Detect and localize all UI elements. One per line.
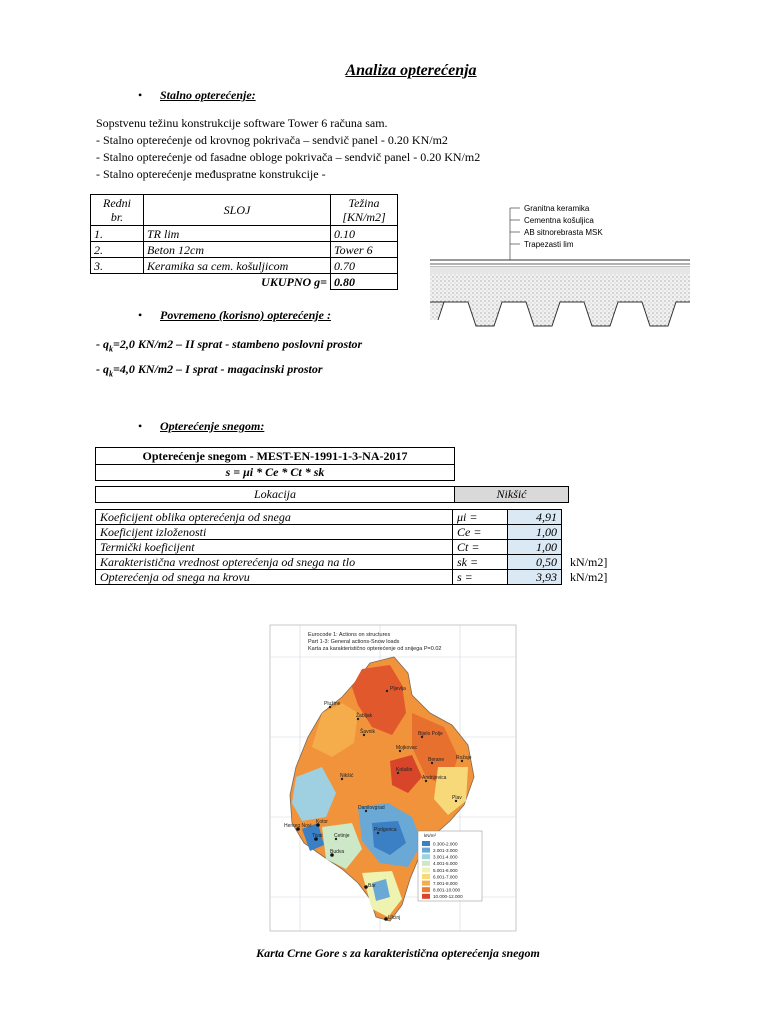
coef-value: 0,50 (508, 555, 562, 570)
legend-swatch (422, 841, 430, 846)
live-load-heading: Povremeno (korisno) opterećenje : (160, 308, 331, 322)
coef-symbol: Ce = (453, 525, 508, 540)
cell-weight: Tower 6 (331, 242, 398, 258)
total-value: 0.80 (331, 274, 398, 290)
legend-label: 10.000-12.000 (433, 894, 463, 900)
snow-table-header (95, 447, 455, 481)
legend-label: 0.300-2.000 (433, 841, 458, 847)
snow-table-title: Opterećenje snegom - MEST-EN-1991-1-3-NA-2017 (96, 448, 454, 465)
header-weight-line2: [KN/m2] (342, 210, 386, 224)
cell-layer: Beton 12cm (144, 242, 331, 258)
bullet-dot: • (138, 419, 143, 433)
map-city-label: Tivat (312, 833, 323, 839)
legend-swatch (422, 881, 430, 886)
coef-unit (562, 510, 612, 525)
total-label: UKUPNO g= (261, 274, 327, 289)
cell-no: 2. (91, 242, 144, 258)
diagram-label: Trapezasti lim (524, 240, 574, 249)
header-no (91, 195, 144, 226)
coef-value: 1,00 (508, 525, 562, 540)
live-load-line: - $q_k=4,0$ KN/m2 – I sprat - magacinski prostor (96, 362, 323, 379)
cell-no: 1. (91, 226, 144, 242)
map-city-label: Kotor (316, 819, 328, 825)
legend-label: 5.001-6.000 (433, 867, 458, 873)
legend-swatch (422, 854, 430, 859)
coef-symbol: Ct = (453, 540, 508, 555)
map-legend (418, 831, 482, 901)
map-city-label: Danilovgrad (358, 805, 385, 811)
map-header-line: Part 1-3: General actions-Snow loads (308, 639, 400, 645)
diagram-label: Cementna košuljica (524, 216, 594, 225)
coef-name: Koeficijent oblika opterećenja od snega (96, 510, 453, 525)
legend-swatch (422, 867, 430, 872)
coef-value: 1,00 (508, 540, 562, 555)
text-line: - Stalno opterećenje od krovnog pokrivača – sendvič panel - 0.20 KN/m2 (96, 133, 448, 147)
text-line: Sopstvenu težinu konstrukcije software Tower 6 računa sam. (96, 116, 388, 130)
legend-label: 8.001-10.000 (433, 887, 461, 893)
map-city-label: Ulcinj (388, 915, 401, 921)
legend-swatch (422, 894, 430, 899)
legend-label: 2.001-3.000 (433, 848, 458, 853)
table-row (96, 540, 612, 555)
diagram-label: Granitna keramika (524, 204, 590, 213)
q-subscript: k (109, 369, 113, 379)
location-label: Lokacija (96, 487, 455, 502)
permanent-load-text (96, 115, 480, 183)
coef-symbol: μi = (453, 510, 508, 525)
page-title: Analiza opterećenja (345, 62, 477, 79)
coef-unit: kN/m2] (570, 570, 608, 584)
legend-label: 3.001-4.000 (433, 854, 458, 860)
map-header-line: Karta za karakteristično opterećenje od snijega P=0.02 (308, 646, 442, 652)
header-no-line2: br. (110, 210, 124, 224)
text-line: - Stalno opterećenje od fasadne obloge pokrivača – sendvič panel - 0.20 KN/m2 (96, 150, 481, 164)
cell-no: 3. (91, 258, 144, 274)
map-city-label: Herceg Novi (284, 823, 312, 829)
header-layer: SLOJ (144, 195, 331, 226)
snow-coefficients-table (95, 509, 612, 585)
map-city-label: Bijelo Polje (418, 731, 443, 737)
cell-weight: 0.70 (331, 258, 398, 274)
table-row (91, 258, 398, 274)
map-caption: Karta Crne Gore s za karakteristična opterećenja snegom (256, 946, 540, 960)
diagram-label: AB sitnorebrasta MSK (524, 228, 603, 237)
map-header-line: Eurocode 1: Actions on structures (308, 632, 391, 638)
permanent-load-heading: Stalno opterećenje: (160, 88, 256, 102)
map-city-label: Budva (330, 849, 345, 855)
header-no-line1: Redni (103, 196, 131, 210)
coef-value: 4,91 (508, 510, 562, 525)
location-row (95, 486, 569, 503)
table-row (91, 226, 398, 242)
table-row (96, 570, 612, 585)
q-symbol: q (103, 362, 109, 376)
coef-name: Opterećenja od snega na krovu (96, 570, 453, 585)
table-row (96, 525, 612, 540)
map-city-label: Andrijevica (422, 775, 447, 781)
map-city-label: Plav (452, 795, 462, 801)
table-row (96, 555, 612, 570)
snow-load-map (262, 617, 520, 935)
map-city-label: Berane (428, 757, 445, 763)
live-load-text: =4,0 KN/m2 – I sprat - magacinski prostor (113, 362, 323, 376)
map-city-label: Pljevlja (390, 686, 406, 692)
legend-label: 7.001-8.000 (433, 881, 458, 886)
q-subscript: k (109, 344, 113, 354)
snow-load-heading: Opterećenje snegom: (160, 419, 265, 433)
q-symbol: q (103, 337, 109, 351)
map-city-label: Podgorica (374, 827, 397, 833)
map-city-label: Nikšić (340, 773, 354, 779)
map-city-label: Šavnik (360, 729, 376, 735)
cell-weight: 0.10 (331, 226, 398, 242)
total-row (91, 274, 398, 290)
header-weight (331, 195, 398, 226)
table-row (91, 242, 398, 258)
legend-swatch (422, 887, 430, 892)
map-city-label: Kolašin (396, 767, 413, 773)
table-row (96, 510, 612, 525)
map-city-label: Rožaje (456, 755, 472, 761)
map-city-label: Bar (368, 883, 376, 889)
cell-layer: Keramika sa cem. košuljicom (144, 258, 331, 274)
legend-title: kN/m² (424, 833, 436, 838)
location-value: Nikšić (455, 487, 568, 502)
coef-symbol: sk = (453, 555, 508, 570)
live-load-text: =2,0 KN/m2 – II sprat - stambeno poslovni prostor (113, 337, 363, 351)
bullet-dot: • (138, 308, 143, 322)
layer-table (90, 194, 398, 290)
snow-formula: s = μi * Ce * Ct * sk (225, 465, 325, 479)
coef-value: 3,93 (508, 570, 562, 585)
coef-name: Termički koeficijent (96, 540, 453, 555)
map-city-label: Žabljak (356, 713, 373, 719)
coef-name: Koeficijent izloženosti (96, 525, 453, 540)
coef-symbol: s = (453, 570, 508, 585)
map-city-label: Plužine (324, 701, 341, 707)
text-line: - Stalno opterećenje međuspratne konstrukcije - (96, 167, 326, 181)
coef-name: Karakteristična vrednost opterećenja od snega na tlo (96, 555, 453, 570)
header-weight-line1: Težina (348, 196, 380, 210)
coef-unit (562, 525, 612, 540)
coef-unit (562, 540, 612, 555)
legend-swatch (422, 874, 430, 879)
cell-layer: TR lim (144, 226, 331, 242)
map-city-label: Cetinje (334, 833, 350, 839)
bullet-dot: • (138, 88, 143, 102)
legend-label: 4.001-5.000 (433, 861, 458, 867)
legend-swatch (422, 861, 430, 866)
coef-unit: kN/m2] (570, 555, 608, 569)
legend-label: 6.001-7.000 (433, 874, 458, 880)
map-city-label: Mojkovac (396, 745, 418, 751)
legend-swatch (422, 848, 430, 853)
floor-section-diagram (428, 196, 692, 328)
live-load-line: - $q_k=2,0$ KN/m2 – II sprat - stambeno poslovni prostor (96, 337, 363, 354)
